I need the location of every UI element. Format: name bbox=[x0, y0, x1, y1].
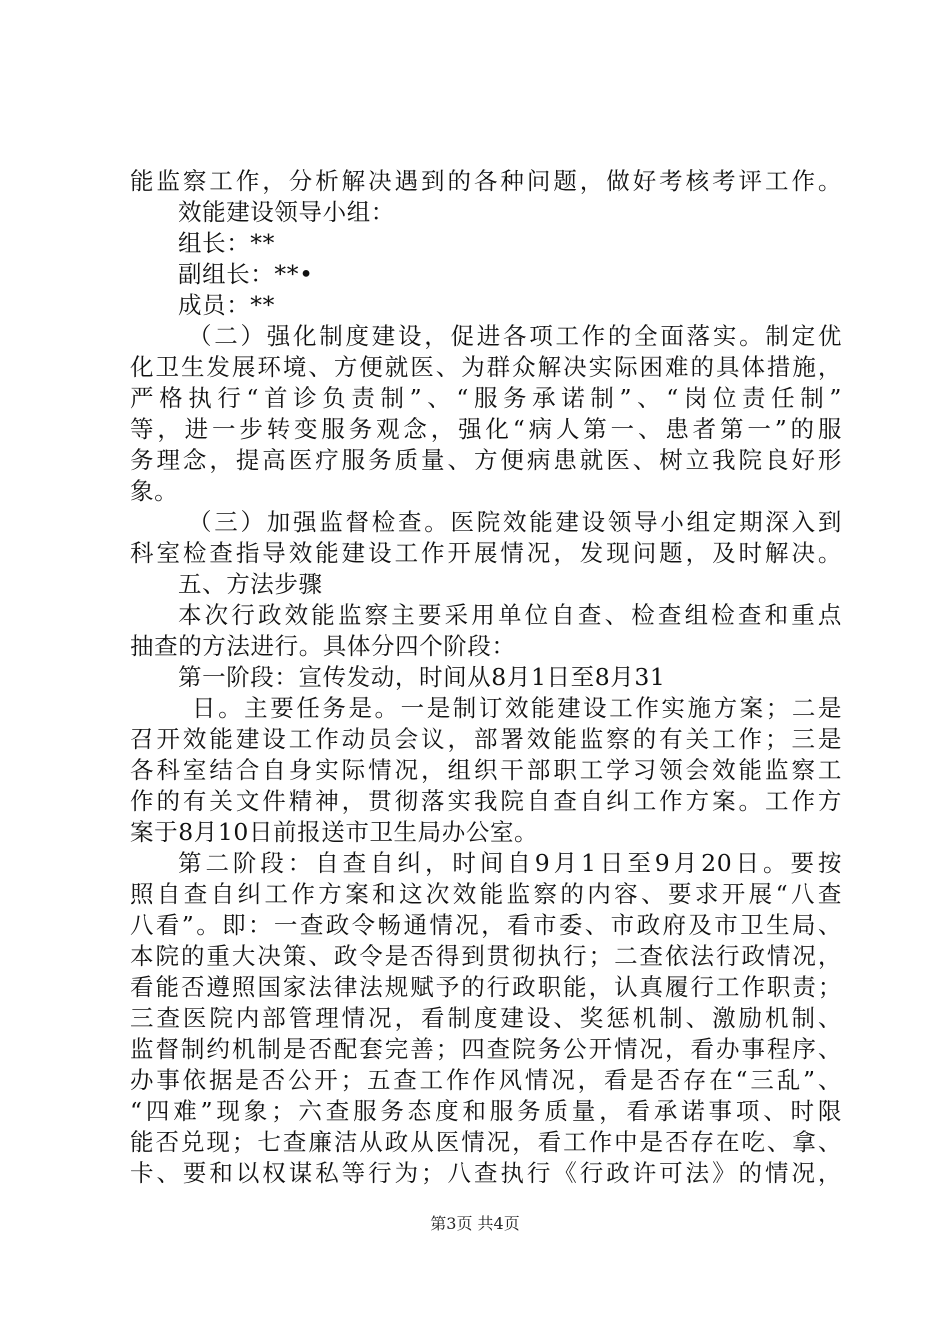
text-line: 本次行政效能监察主要采用单位自查、检查组检查和重点 bbox=[178, 601, 842, 629]
text-line: 副组长：**• bbox=[178, 260, 314, 288]
text-line: 化卫生发展环境、方便就医、为群众解决实际困难的具体措施， bbox=[130, 353, 842, 381]
text-line: 卡、要和以权谋私等行为；八查执行《行政许可法》的情况， bbox=[130, 1159, 842, 1187]
text-line: 三查医院内部管理情况，看制度建设、奖惩机制、激励机制、 bbox=[130, 1004, 842, 1032]
text-line: 成员：** bbox=[178, 291, 275, 319]
text-line: 看能否遵照国家法律法规赋予的行政职能，认真履行工作职责； bbox=[130, 973, 842, 1001]
text-line: 效能建设领导小组： bbox=[178, 198, 395, 226]
text-line: 办事依据是否公开；五查工作作风情况，看是否存在“三乱”、 bbox=[130, 1066, 842, 1094]
text-line: （二）强化制度建设，促进各项工作的全面落实。制定优 bbox=[188, 322, 842, 350]
text-line: 象。 bbox=[130, 477, 179, 505]
text-line: 召开效能建设工作动员会议，部署效能监察的有关工作；三是 bbox=[130, 725, 842, 753]
text-line: （三）加强监督检查。医院效能建设领导小组定期深入到 bbox=[188, 508, 842, 536]
text-line: 能监察工作，分析解决遇到的各种问题，做好考核考评工作。 bbox=[130, 167, 842, 195]
text-line: 案于8月10日前报送市卫生局办公室。 bbox=[130, 818, 539, 846]
text-line: 能否兑现；七查廉洁从政从医情况，看工作中是否存在吃、拿、 bbox=[130, 1128, 842, 1156]
text-line: 本院的重大决策、政令是否得到贯彻执行；二查依法行政情况， bbox=[130, 942, 842, 970]
text-line: 组长：** bbox=[178, 229, 275, 257]
text-line: 各科室结合自身实际情况，组织干部职工学习领会效能监察工 bbox=[130, 756, 842, 784]
text-line: 第一阶段：宣传发动，时间从8月1日至8月31 bbox=[178, 663, 666, 691]
text-line: 严格执行“首诊负责制”、“服务承诺制”、“岗位责任制” bbox=[130, 384, 842, 412]
text-line: 科室检查指导效能建设工作开展情况，发现问题，及时解决。 bbox=[130, 539, 842, 567]
text-line: 监督制约机制是否配套完善；四查院务公开情况，看办事程序、 bbox=[130, 1035, 842, 1063]
text-line: 抽查的方法进行。具体分四个阶段： bbox=[130, 632, 516, 660]
page-footer: 第3页 共4页 bbox=[430, 1214, 520, 1233]
text-line: 作的有关文件精神，贯彻落实我院自查自纠工作方案。工作方 bbox=[130, 787, 842, 815]
text-line: 务理念，提高医疗服务质量、方便病患就医、树立我院良好形 bbox=[130, 446, 842, 474]
document-body bbox=[130, 166, 842, 1189]
text-line: 等，进一步转变服务观念，强化“病人第一、患者第一”的服 bbox=[130, 415, 842, 443]
text-line: 日。主要任务是。一是制订效能建设工作实施方案；二是 bbox=[192, 694, 842, 722]
text-line: 第二阶段：自查自纠，时间自9月1日至9月20日。要按 bbox=[178, 849, 842, 877]
text-line: 八看”。即：一查政令畅通情况，看市委、市政府及市卫生局、 bbox=[130, 911, 842, 939]
text-line: 照自查自纠工作方案和这次效能监察的内容、要求开展“八查 bbox=[130, 880, 842, 908]
text-line: “四难”现象；六查服务态度和服务质量，看承诺事项、时限 bbox=[130, 1097, 842, 1125]
text-line: 五、方法步骤 bbox=[178, 570, 323, 598]
